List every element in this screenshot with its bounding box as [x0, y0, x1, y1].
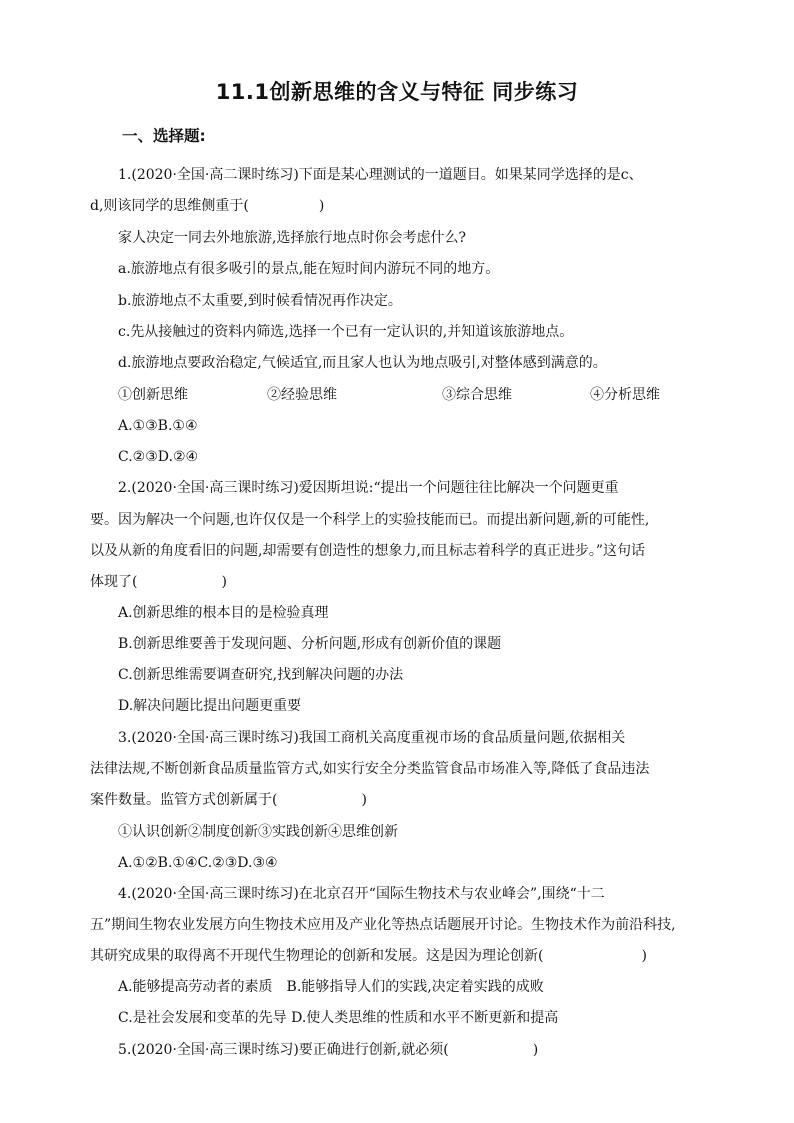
- q1-stem-line-2: d,则该同学的思维侧重于( ): [90, 198, 325, 214]
- q4-stem-line-2: 五”期间生物农业发展方向生物技术应用及产业化等热点话题展开讨论。生物技术作为前沿科技,: [90, 917, 676, 933]
- q2-option-c: C.创新思维需要调查研究,找到解决问题的办法: [118, 667, 404, 683]
- q1-choice-b: b.旅游地点不太重要,到时候看情况再作决定。: [118, 293, 402, 309]
- q1-choice-a: a.旅游地点有很多吸引的景点,能在短时间内游玩不同的地方。: [118, 261, 500, 277]
- q4-options-cd: C.是社会发展和变革的先导 D.使人类思维的性质和水平不断更新和提高: [118, 1010, 559, 1026]
- q2-stem-line-4: 体现了( ): [90, 574, 227, 590]
- q3-stem-line-1: 3.(2020·全国·高三课时练习)我国工商机关高度重视市场的食品质量问题,依据相关: [118, 730, 626, 746]
- q1-options-ab: A.①③B.①④: [118, 418, 198, 434]
- q1-item-3: ③综合思维: [442, 387, 512, 403]
- q5-stem-line-1: 5.(2020·全国·高三课时练习)要正确进行创新,就必须( ): [118, 1042, 539, 1058]
- page-title: 11.1创新思维的含义与特征 同步练习: [215, 80, 579, 104]
- q3-stem-line-3: 案件数量。监管方式创新属于( ): [90, 792, 367, 808]
- q1-item-1: ①创新思维: [118, 387, 188, 403]
- q3-stem-line-2: 法律法规,不断创新食品质量监管方式,如实行安全分类监管食品市场准入等,降低了食品违法: [90, 761, 650, 777]
- q1-item-4: ④分析思维: [590, 387, 660, 403]
- q2-stem-line-3: 以及从新的角度看旧的问题,却需要有创造性的想象力,而且标志着科学的真正进步。”这句话: [90, 543, 646, 559]
- q1-stem-line-1: 1.(2020·全国·高二课时练习)下面是某心理测试的一道题目。如果某同学选择的是c、: [118, 167, 643, 183]
- q2-option-d: D.解决问题比提出问题更重要: [118, 698, 302, 714]
- q2-stem-line-1: 2.(2020·全国·高三课时练习)爱因斯坦说:“提出一个问题往往比解决一个问题更重: [118, 480, 619, 496]
- q4-stem-line-3: 其研究成果的取得离不开现代生物理论的创新和发展。这是因为理论创新( ): [90, 948, 647, 964]
- q2-option-a: A.创新思维的根本目的是检验真理: [118, 605, 329, 621]
- q1-item-2: ②经验思维: [267, 387, 337, 403]
- q1-prompt: 家人决定一同去外地旅游,选择旅行地点时你会考虑什么?: [118, 230, 466, 246]
- section-heading: 一、选择题:: [122, 127, 206, 145]
- q1-options-cd: C.②③D.②④: [118, 449, 199, 465]
- q4-options-ab: A.能够提高劳动者的素质 B.能够指导人们的实践,决定着实践的成败: [118, 979, 544, 995]
- q2-option-b: B.创新思维要善于发现问题、分析问题,形成有创新价值的课题: [118, 636, 502, 652]
- q1-choice-d: d.旅游地点要政治稳定,气候适宜,而且家人也认为地点吸引,对整体感到满意的。: [118, 355, 607, 371]
- q3-options: A.①②B.①④C.②③D.③④: [118, 855, 278, 871]
- q3-items: ①认识创新②制度创新③实践创新④思维创新: [118, 824, 398, 840]
- q4-stem-line-1: 4.(2020·全国·高三课时练习)在北京召开“国际生物技术与农业峰会”,围绕“十二: [118, 886, 605, 902]
- q2-stem-line-2: 要。因为解决一个问题,也许仅仅是一个科学上的实验技能而已。而提出新问题,新的可能性,: [90, 512, 650, 528]
- q1-choice-c: c.先从接触过的资料内筛选,选择一个已有一定认识的,并知道该旅游地点。: [118, 324, 574, 340]
